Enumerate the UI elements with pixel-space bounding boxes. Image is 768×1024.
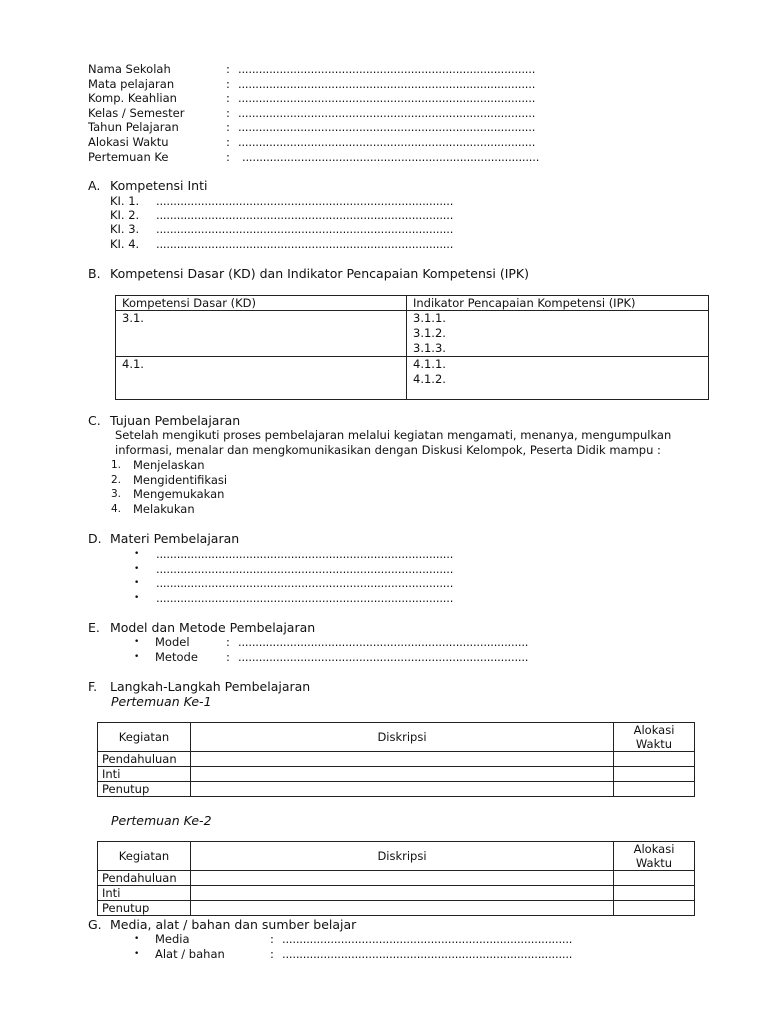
kegiatan-cell: Inti xyxy=(98,767,191,782)
section-letter: A. xyxy=(88,178,101,193)
list-item[interactable] xyxy=(134,947,604,962)
diskripsi-header: Diskripsi xyxy=(191,723,614,752)
section-title: Kompetensi Dasar (KD) dan Indikator Pencapaian Kompetensi (IPK) xyxy=(110,266,529,281)
section-letter: G. xyxy=(88,917,102,932)
item-colon: : xyxy=(226,635,230,649)
diskripsi-header: Diskripsi xyxy=(191,842,614,871)
table-row xyxy=(116,357,709,400)
table-row xyxy=(98,886,695,901)
list-item xyxy=(111,458,311,473)
kegiatan-header: Kegiatan xyxy=(98,723,191,752)
kegiatan-cell: Penutup xyxy=(98,901,191,916)
ipk-cell[interactable] xyxy=(407,357,709,400)
ipk-item: 4.1.2. xyxy=(413,372,446,386)
field-label: Nama Sekolah xyxy=(88,62,171,76)
item-colon: : xyxy=(270,947,274,961)
ki-value[interactable]: ...................................................................................... xyxy=(156,194,454,208)
ipk-cell[interactable] xyxy=(407,311,709,357)
table-row xyxy=(98,752,695,767)
kegiatan-cell: Pendahuluan xyxy=(98,752,191,767)
kegiatan-table-1 xyxy=(97,722,695,797)
field-value[interactable]: ...................................................................................... xyxy=(238,120,536,134)
ki-label: KI. 3. xyxy=(110,222,140,236)
field-label: Alokasi Waktu xyxy=(88,135,169,149)
item-value: .................................................................................... xyxy=(238,635,529,649)
bullet-icon: • xyxy=(134,549,140,559)
item-label: Metode xyxy=(155,650,198,664)
diskripsi-cell[interactable] xyxy=(191,767,614,782)
list-number: 1. xyxy=(111,459,122,471)
field-value[interactable]: ...................................................................................... xyxy=(242,150,540,164)
section-a-heading xyxy=(88,178,488,194)
item-label: Alat / bahan xyxy=(155,947,225,961)
materi-value: ...................................................................................... xyxy=(156,591,454,605)
table-row xyxy=(116,311,709,357)
ipk-header: Indikator Pencapaian Kompetensi (IPK) xyxy=(407,296,709,311)
alokasi-cell[interactable] xyxy=(614,752,695,767)
list-item xyxy=(111,502,311,517)
alokasi-cell[interactable] xyxy=(614,871,695,886)
field-label: Mata pelajaran xyxy=(88,77,175,91)
ki-label: KI. 2. xyxy=(110,208,140,222)
alokasi-cell[interactable] xyxy=(614,782,695,797)
table-header-row xyxy=(98,723,695,752)
field-label: Komp. Keahlian xyxy=(88,91,177,105)
section-e-heading xyxy=(88,620,488,636)
waktu-label: Waktu xyxy=(635,737,673,751)
waktu-label: Waktu xyxy=(635,856,673,870)
field-label: Tahun Pelajaran xyxy=(88,120,179,134)
list-number: 2. xyxy=(111,474,122,486)
field-colon: : xyxy=(226,135,230,149)
field-colon: : xyxy=(226,120,230,134)
kd-cell[interactable]: 4.1. xyxy=(116,357,407,400)
field-value[interactable]: ...................................................................................... xyxy=(238,106,536,120)
diskripsi-cell[interactable] xyxy=(191,871,614,886)
alokasi-header xyxy=(614,842,695,871)
list-item[interactable] xyxy=(134,650,554,665)
diskripsi-cell[interactable] xyxy=(191,901,614,916)
bullet-icon: • xyxy=(134,578,140,588)
alokasi-cell[interactable] xyxy=(614,901,695,916)
field-colon: : xyxy=(226,106,230,120)
section-title: Materi Pembelajaran xyxy=(110,531,240,546)
alokasi-label: Alokasi xyxy=(633,723,675,737)
table-row xyxy=(98,871,695,886)
kd-ipk-table xyxy=(115,295,709,400)
tujuan-paragraph-line: informasi, menalar dan mengkomunikasikan dengan Diskusi Kelompok, Peserta Didik mampu : xyxy=(115,443,661,457)
list-item[interactable] xyxy=(134,562,474,577)
section-g-heading xyxy=(88,917,508,933)
kegiatan-header: Kegiatan xyxy=(98,842,191,871)
ipk-item: 4.1.1. xyxy=(413,357,446,371)
bullet-icon: • xyxy=(134,652,140,662)
tujuan-paragraph-line: Setelah mengikuti proses pembelajaran melalui kegiatan mengamati, menanya, mengumpulkan xyxy=(115,428,672,442)
diskripsi-cell[interactable] xyxy=(191,752,614,767)
kegiatan-cell: Pendahuluan xyxy=(98,871,191,886)
list-text: Melakukan xyxy=(133,502,195,516)
list-item[interactable] xyxy=(134,932,604,947)
kd-cell[interactable]: 3.1. xyxy=(116,311,407,357)
ipk-item: 3.1.2. xyxy=(413,326,446,340)
field-colon: : xyxy=(226,150,230,164)
alokasi-cell[interactable] xyxy=(614,886,695,901)
item-value: .................................................................................... xyxy=(238,650,529,664)
kegiatan-table-2 xyxy=(97,841,695,916)
section-letter: C. xyxy=(88,413,101,428)
materi-value: ...................................................................................... xyxy=(156,576,454,590)
meeting-title: Pertemuan Ke-2 xyxy=(111,813,212,828)
item-label: Media xyxy=(155,932,190,946)
field-label: Kelas / Semester xyxy=(88,106,185,120)
field-colon: : xyxy=(226,77,230,91)
list-text: Mengidentifikasi xyxy=(133,473,228,487)
item-label: Model xyxy=(155,635,190,649)
field-value[interactable]: ...................................................................................... xyxy=(238,62,536,76)
ipk-item: 3.1.3. xyxy=(413,341,446,355)
section-letter: D. xyxy=(88,531,102,546)
ipk-item: 3.1.1. xyxy=(413,311,446,325)
section-c-heading xyxy=(88,413,488,429)
ki-value[interactable]: ...................................................................................... xyxy=(156,222,454,236)
item-colon: : xyxy=(226,650,230,664)
alokasi-label: Alokasi xyxy=(633,842,675,856)
field-value[interactable]: ...................................................................................... xyxy=(238,91,536,105)
section-d-heading xyxy=(88,531,488,547)
item-value: .................................................................................... xyxy=(282,932,573,946)
field-value[interactable]: ...................................................................................... xyxy=(238,135,536,149)
list-item[interactable] xyxy=(134,591,474,606)
section-letter: B. xyxy=(88,266,101,281)
kegiatan-cell: Inti xyxy=(98,886,191,901)
list-item[interactable] xyxy=(134,635,554,650)
section-title: Model dan Metode Pembelajaran xyxy=(110,620,316,635)
diskripsi-cell[interactable] xyxy=(191,782,614,797)
materi-value: ...................................................................................... xyxy=(156,562,454,576)
bullet-icon: • xyxy=(134,593,140,603)
alokasi-cell[interactable] xyxy=(614,767,695,782)
section-title: Kompetensi Inti xyxy=(110,178,208,193)
field-colon: : xyxy=(226,62,230,76)
bullet-icon: • xyxy=(134,564,140,574)
list-text: Menjelaskan xyxy=(133,458,205,472)
list-item xyxy=(111,487,311,502)
kegiatan-cell: Penutup xyxy=(98,782,191,797)
section-title: Media, alat / bahan dan sumber belajar xyxy=(110,917,357,932)
list-item[interactable] xyxy=(134,576,474,591)
table-header-row xyxy=(98,842,695,871)
table-row xyxy=(98,901,695,916)
section-title: Tujuan Pembelajaran xyxy=(110,413,241,428)
ki-label: KI. 1. xyxy=(110,194,140,208)
section-letter: F. xyxy=(88,679,98,694)
section-b-heading xyxy=(88,266,648,282)
alokasi-header xyxy=(614,723,695,752)
table-row xyxy=(98,767,695,782)
field-value[interactable]: ...................................................................................... xyxy=(238,77,536,91)
section-letter: E. xyxy=(88,620,100,635)
ki-value[interactable]: ...................................................................................... xyxy=(156,237,454,251)
bullet-icon: • xyxy=(134,934,140,944)
item-value: .................................................................................... xyxy=(282,947,573,961)
section-f-heading xyxy=(88,679,488,695)
field-label: Pertemuan Ke xyxy=(88,150,169,164)
item-colon: : xyxy=(270,932,274,946)
bullet-icon: • xyxy=(134,949,140,959)
list-number: 4. xyxy=(111,503,122,515)
ki-label: KI. 4. xyxy=(110,237,140,251)
list-item xyxy=(111,473,311,488)
ki-value[interactable]: ...................................................................................... xyxy=(156,208,454,222)
list-text: Mengemukakan xyxy=(133,487,225,501)
list-item[interactable] xyxy=(134,547,474,562)
section-title: Langkah-Langkah Pembelajaran xyxy=(110,679,311,694)
field-colon: : xyxy=(226,91,230,105)
table-header-row xyxy=(116,296,709,311)
bullet-icon: • xyxy=(134,637,140,647)
diskripsi-cell[interactable] xyxy=(191,886,614,901)
meeting-title: Pertemuan Ke-1 xyxy=(111,694,212,709)
table-row xyxy=(98,782,695,797)
materi-value: ...................................................................................... xyxy=(156,547,454,561)
kd-header: Kompetensi Dasar (KD) xyxy=(116,296,407,311)
list-number: 3. xyxy=(111,488,122,500)
